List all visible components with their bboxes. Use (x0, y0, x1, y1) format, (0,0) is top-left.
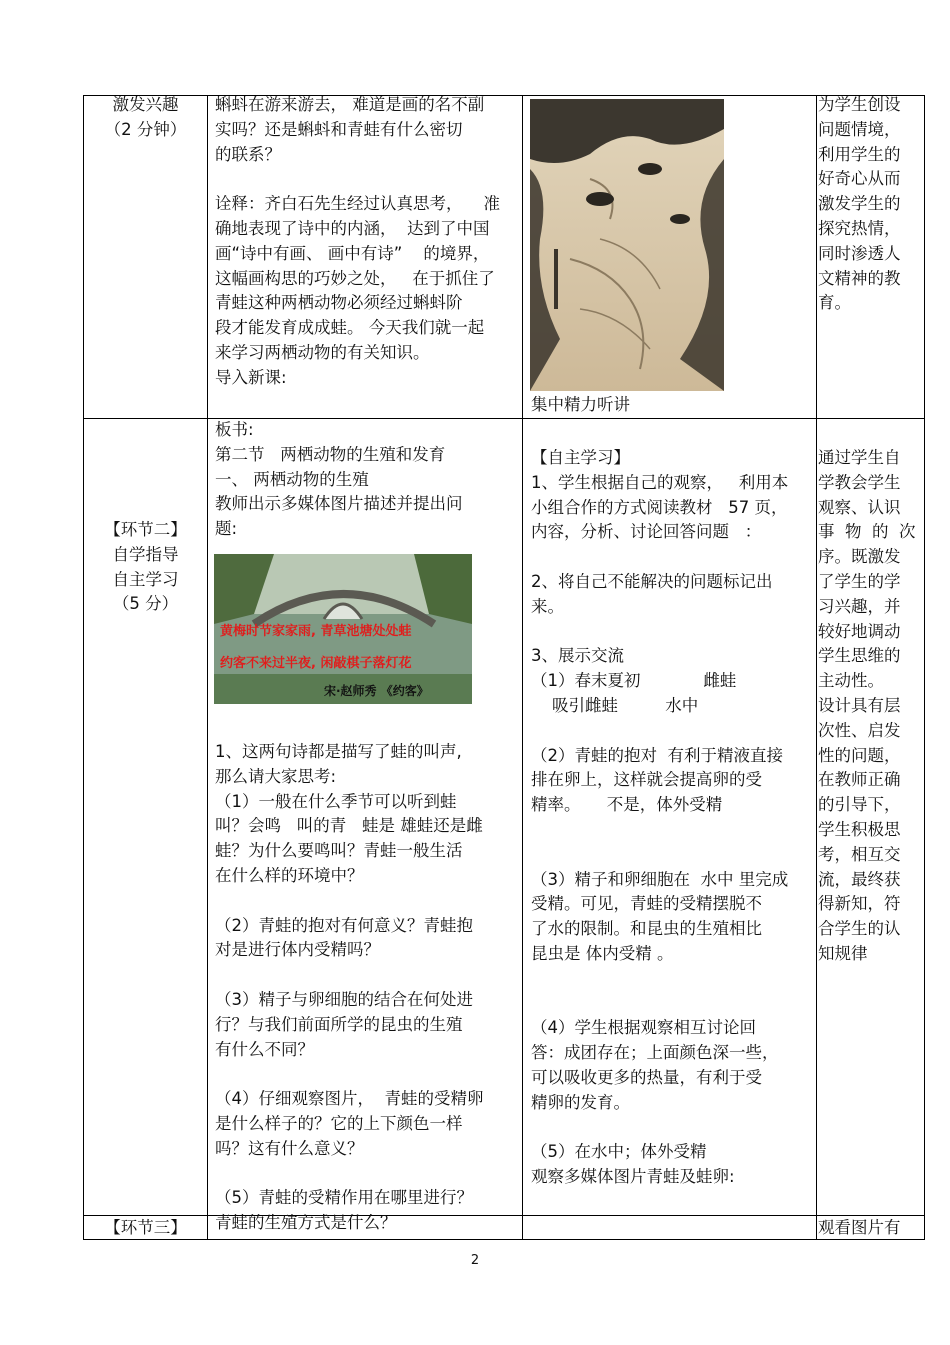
stage-label: 激发兴趣 （2 分钟） (104, 95, 187, 139)
design-intent: 为学生创设 问题情境， 利用学生的 好奇心从而 激发学生的 探究热情， 同时渗透人 文精神的教 育。 (818, 95, 901, 313)
poem-bridge-image (214, 554, 472, 704)
student-activity: 【自主学习】 1、学生根据自己的观察， 利用本 小组合作的方式阅读教材 57 页， 内容，分析、讨论回答问题 ： 2、将自己不能解决的问题标记出 来。 3、展示交流 （1）春末夏初 雌蛙 吸引雌蛙 水中 （2）青蛙的抱对 有利于精液直接 排在卵上，这样就会提高卵的受 精率。 不是，体外受精 （3）精子和卵细胞在 水中 里完成 受精。可见，青蛙的受精摆脱不 了水的限制。和昆虫的生殖相比 昆虫是 体内受精 。 （4）学生根据观察相互讨论回 答：成团存在；上面颜色深一些， 可以吸收更多的热量，有利于受 精卵的发育。 （5）在水中；体外受精 观察多媒体图片青蛙及蛙卵: (531, 448, 789, 1187)
page-number: 2 (470, 1253, 480, 1268)
poem-line-2: 约客不来过半夜, 闲敲棋子落灯花 (220, 656, 412, 671)
poem-credit: 宋·赵师秀 《约客》 (324, 684, 429, 698)
column-divider (816, 96, 817, 1239)
design-intent: 通过学生自 学教会学生 观察、认识 事 物 的 次 序。既激发 了学生的学 习兴趣，并 较好地调动 学生思维的 主动性。 设计具有层 次性、启发 性的问题， 在教师正确 的引导下， 学生积极思 考，相互交 流，最终获 得新知，符 合学生的认 知规律 (818, 448, 916, 963)
column-divider (522, 96, 523, 1239)
qi-baishi-tadpole-painting (530, 99, 724, 391)
teacher-activity: 蝌蚪在游来游去， 难道是画的名不副 实吗？还是蝌蚪和青蛙有什么密切 的联系？ 诠释：齐白石先生经过认真思考， 准 确地表现了诗中的内涵， 达到了中国 画“诗中有画、 画中有诗” 的境界， 这幅画构思的巧妙之处， 在于抓住了 青蛙这种两栖动物必须经过蝌蚪阶 段才能发育成成蛙。 今天我们就一起 来学习两栖动物的有关知识。 导入新课: (215, 95, 500, 387)
poem-line-1: 黄梅时节家家雨, 青草池塘处处蛙 (220, 624, 412, 639)
stage-label: 【环节二】 自学指导 自主学习 （5 分） (104, 520, 187, 614)
stage-label: 【环节三】 (104, 1218, 187, 1237)
column-divider (207, 96, 208, 1239)
student-activity: 集中精力听讲 (531, 395, 630, 414)
lesson-plan-table (83, 95, 925, 1240)
teacher-activity-intro: 板书: 第二节 两栖动物的生殖和发育 一、 两栖动物的生殖 教师出示多媒体图片描述并提出问 题: (215, 420, 463, 539)
teacher-questions: 1、这两句诗都是描写了蛙的叫声, 那么请大家思考: （1）一般在什么季节可以听到蛙 叫？会鸣 叫的青 蛙是 雄蛙还是雌 蛙？为什么要鸣叫？青蛙一般生活 在什么样的环境中？ （2）青蛙的抱对有何意义？青蛙抱 对是进行体内受精吗？ （3）精子与卵细胞的结合在何处进 行？与我们前面所学的昆虫的生殖 有什么不同？ （4）仔细观察图片， 青蛙的受精卵 是什么样子的？它的上下颜色一样 吗？这有什么意义？ （5）青蛙的受精作用在哪里进行？ 青蛙的生殖方式是什么？ (215, 742, 484, 1233)
design-intent: 观看图片有 (818, 1218, 901, 1237)
